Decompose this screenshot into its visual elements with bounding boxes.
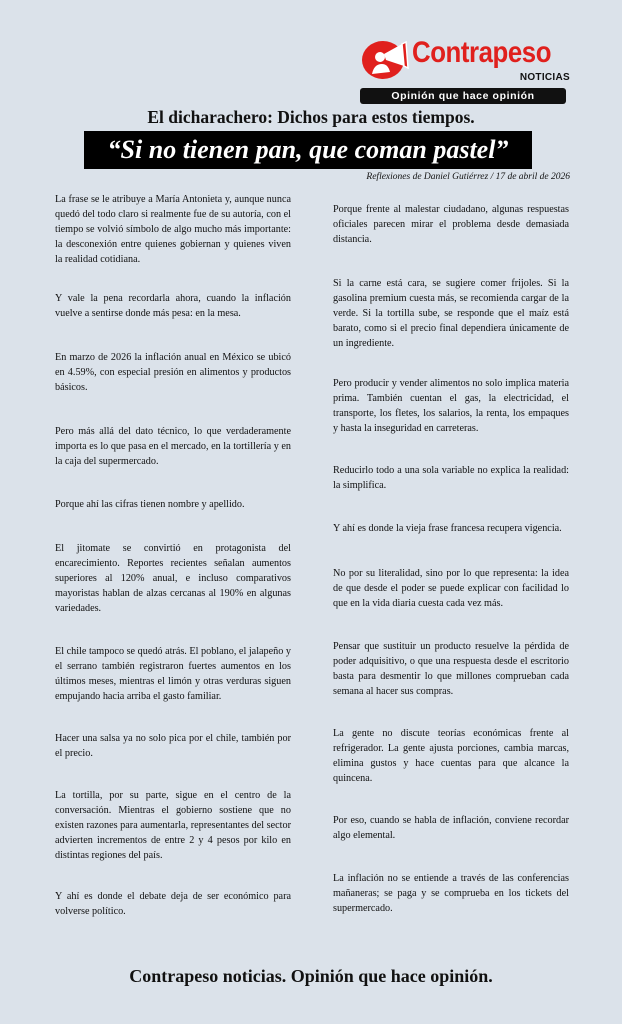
paragraph: La inflación no se entiende a través de las conferencias mañaneras; se paga y se comprueba en los tickets del supermercado. xyxy=(333,873,569,914)
paragraph: El jitomate se convirtió en protagonista del encarecimiento. Reportes recientes señalan aumentos superiores al 120% anual, e incluso comparativos mayoristas hablan de alzas cercanas al 190% en algunas variedades. xyxy=(55,543,291,614)
paragraph: Hacer una salsa ya no solo pica por el chile, también por el precio. xyxy=(55,733,291,759)
footer-slogan: Contrapeso noticias. Opinión que hace opinión. xyxy=(129,966,493,986)
paragraph: No por su literalidad, sino por lo que representa: la idea de que desde el poder se puede explicar con facilidad lo que en la vida diaria cuesta cada vez más. xyxy=(333,568,569,609)
paragraph: En marzo de 2026 la inflación anual en México se ubicó en 4.59%, con especial presión en alimentos y productos básicos. xyxy=(55,352,291,393)
paragraph: Pensar que sustituir un producto resuelve la pérdida de poder adquisitivo, o que una respuesta desde el escritorio basta para desmentir lo que millones comprueban cada semana al hacer sus compras. xyxy=(333,641,569,697)
paragraph: La frase se le atribuye a María Antonieta y, aunque nunca quedó del todo claro si realmente fue de su autoría, con el tiempo se volvió símbolo de algo mucho más importante: la desconexión entre quienes gobiernan y quienes viven la realidad cotidiana. xyxy=(55,194,291,265)
paragraph: Porque frente al malestar ciudadano, algunas respuestas oficiales parecen mirar el problema desde demasiada distancia. xyxy=(333,204,569,245)
paragraph: Reducirlo todo a una sola variable no explica la realidad: la simplifica. xyxy=(333,465,569,491)
section-title: El dicharachero: Dichos para estos tiempos. xyxy=(147,107,475,127)
paragraph: Y ahí es donde la vieja frase francesa recupera vigencia. xyxy=(333,523,562,534)
paragraph: Pero producir y vender alimentos no solo implica materia prima. También cuentan el gas, la electricidad, el transporte, los fletes, los salarios, la renta, los empaques y hasta la inseguridad en carreteras. xyxy=(333,378,569,434)
paragraph: La gente no discute teorías económicas frente al refrigerador. La gente ajusta porciones, cambia marcas, elimina gustos y hace cuentas para que alcance la quincena. xyxy=(333,728,569,784)
paragraph: Y vale la pena recordarla ahora, cuando la inflación vuelve a sentirse donde más pesa: en la mesa. xyxy=(55,293,291,319)
megaphone-icon xyxy=(360,36,410,82)
brand-name: Contrapeso xyxy=(412,36,552,69)
paragraph: Por eso, cuando se habla de inflación, conviene recordar algo elemental. xyxy=(333,815,569,841)
paragraph: Pero más allá del dato técnico, lo que verdaderamente importa es lo que pasa en el mercado, en la tortillería y en la caja del supermercado. xyxy=(55,426,291,467)
paragraph: Si la carne está cara, se sugiere comer frijoles. Si la gasolina premium cuesta más, se recomienda cargar de la verde. Si la tortilla sube, se responde que el maíz está barato, como si el precio final dependiera únicamente de un ingrediente. xyxy=(333,278,569,349)
brand-logo xyxy=(360,34,570,106)
paragraph: Y ahí es donde el debate deja de ser económico para volverse político. xyxy=(55,891,291,917)
headline: “Si no tienen pan, que coman pastel” xyxy=(84,131,532,169)
paragraph: El chile tampoco se quedó atrás. El poblano, el jalapeño y el serrano también registraron fuertes aumentos en los últimos meses, mientras el limón y otras verduras siguen empujando hacia arriba el gasto familiar. xyxy=(55,646,291,702)
paragraph: Porque ahí las cifras tienen nombre y apellido. xyxy=(55,499,245,510)
brand-subname: NOTICIAS xyxy=(519,72,570,83)
brand-slogan: Opinión que hace opinión xyxy=(360,88,566,104)
paragraph: La tortilla, por su parte, sigue en el centro de la conversación. Mientras el gobierno sostiene que no existen razones para aumentarla, representantes del sector advierten incrementos de entre 2 y 4 pesos por kilo en distintas regiones del país. xyxy=(55,790,291,861)
byline: Reflexiones de Daniel Gutiérrez / 17 de abril de 2026 xyxy=(366,172,570,182)
